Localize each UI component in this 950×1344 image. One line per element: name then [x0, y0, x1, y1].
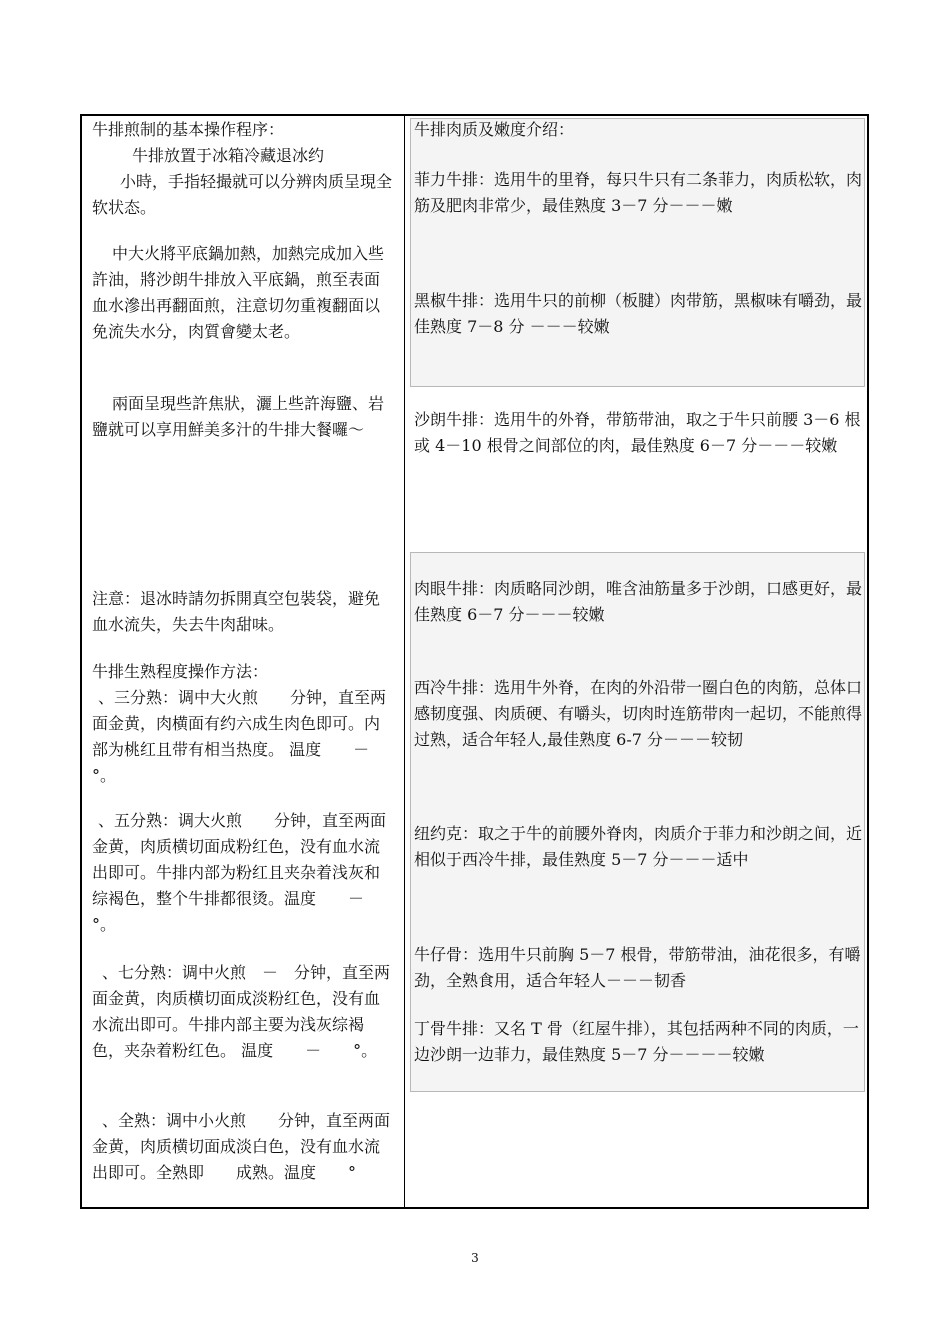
striploin-steak: 西冷牛排：选用牛外脊，在肉的外沿带一圈白色的肉筋，总体口感韧度强、肉质硬、有嚼头，切肉时连筋带肉一起切，不能煎得过熟，适合年轻人,最佳熟度 6-7 分－－－较韧	[414, 678, 863, 749]
medium-well-method: 、七分熟：调中火煎 － 分钟，直至两面金黄，肉质横切面成淡粉红色，没有血水流出即可。牛排内部主要为浅灰综褐色，夹杂着粉红色。 温度 － °。	[92, 963, 391, 1060]
column-divider	[404, 116, 405, 1207]
page-number: 3	[471, 1251, 479, 1265]
thaw-step-line1: 牛排放置于冰箱冷藏退冰约	[132, 146, 325, 165]
rare-method: 、三分熟：调中大火煎 分钟，直至两面金黄，肉横面有约六成生肉色即可。内部为桃红且带有相当热度。 温度 － °。	[92, 688, 402, 785]
well-done-method: 、全熟：调中小火煎 分钟，直至两面金黄，肉质横切面成淡白色，没有血水流出即可。全熟即 成熟。温度 °	[92, 1111, 391, 1182]
thaw-note: 注意：退冰時請勿拆開真空包裝袋，避免血水流失，失去牛肉甜味。	[92, 589, 381, 634]
tenderness-box-top	[410, 118, 865, 387]
short-rib: 牛仔骨：选用牛只前胸 5－7 根骨，带筋带油，油花很多，有嚼劲，全熟食用，适合年轻人－－－韧香	[414, 945, 861, 990]
black-pepper-steak: 黑椒牛排：选用牛只的前柳（板腱）肉带筋，黑椒味有嚼劲，最佳熟度 7－8 分 －－－较嫩	[414, 291, 863, 336]
t-bone-steak: 丁骨牛排：又名 T 骨（红屋牛排），其包括两种不同的肉质，一边沙朗一边菲力，最佳熟度 5－7 分－－－－较嫩	[414, 1019, 859, 1064]
doneness-method-heading: 牛排生熟程度操作方法：	[92, 662, 269, 681]
pan-fry-step: 中大火將平底鍋加熱，加熱完成加入些許油，將沙朗牛排放入平底鍋，煎至表面血水滲出再翻面煎，注意切勿重複翻面以免流失水分，肉質會變太老。	[92, 244, 385, 341]
content-table	[80, 114, 869, 1209]
new-york-steak: 纽约克：取之于牛的前腰外脊肉，肉质介于菲力和沙朗之间，近相似于西冷牛排，最佳熟度 5－7 分－－－适中	[414, 824, 863, 869]
fillet-steak: 菲力牛排：选用牛的里脊，每只牛只有二条菲力，肉质松软，肉筋及肥肉非常少，最佳熟度 3－7 分－－－嫩	[414, 170, 863, 215]
cooking-procedure-heading: 牛排煎制的基本操作程序：	[92, 120, 285, 139]
seasoning-step: 兩面呈現些許焦狀，灑上些許海鹽、岩鹽就可以享用鮮美多汁的牛排大餐囉～	[92, 394, 385, 439]
tenderness-heading: 牛排肉质及嫩度介绍：	[414, 120, 575, 139]
sirloin-steak: 沙朗牛排：选用牛的外脊，带筋带油，取之于牛只前腰 3－6 根或 4－10 根骨之间部位的肉，最佳熟度 6－7 分－－－较嫩	[414, 410, 861, 455]
thaw-step-line2: 小時，手指轻撮就可以分辨肉质呈現全软状态。	[92, 172, 393, 217]
ribeye-steak: 肉眼牛排：肉质略同沙朗，唯含油筋量多于沙朗，口感更好，最佳熟度 6－7 分－－－较嫩	[414, 579, 863, 624]
medium-method: 、五分熟：调大火煎 分钟，直至两面金黄，肉质横切面成粉红色，没有血水流出即可。牛排内部为粉红且夹杂着浅灰和综褐色，整个牛排都很烫。温度 － °。	[92, 811, 397, 934]
